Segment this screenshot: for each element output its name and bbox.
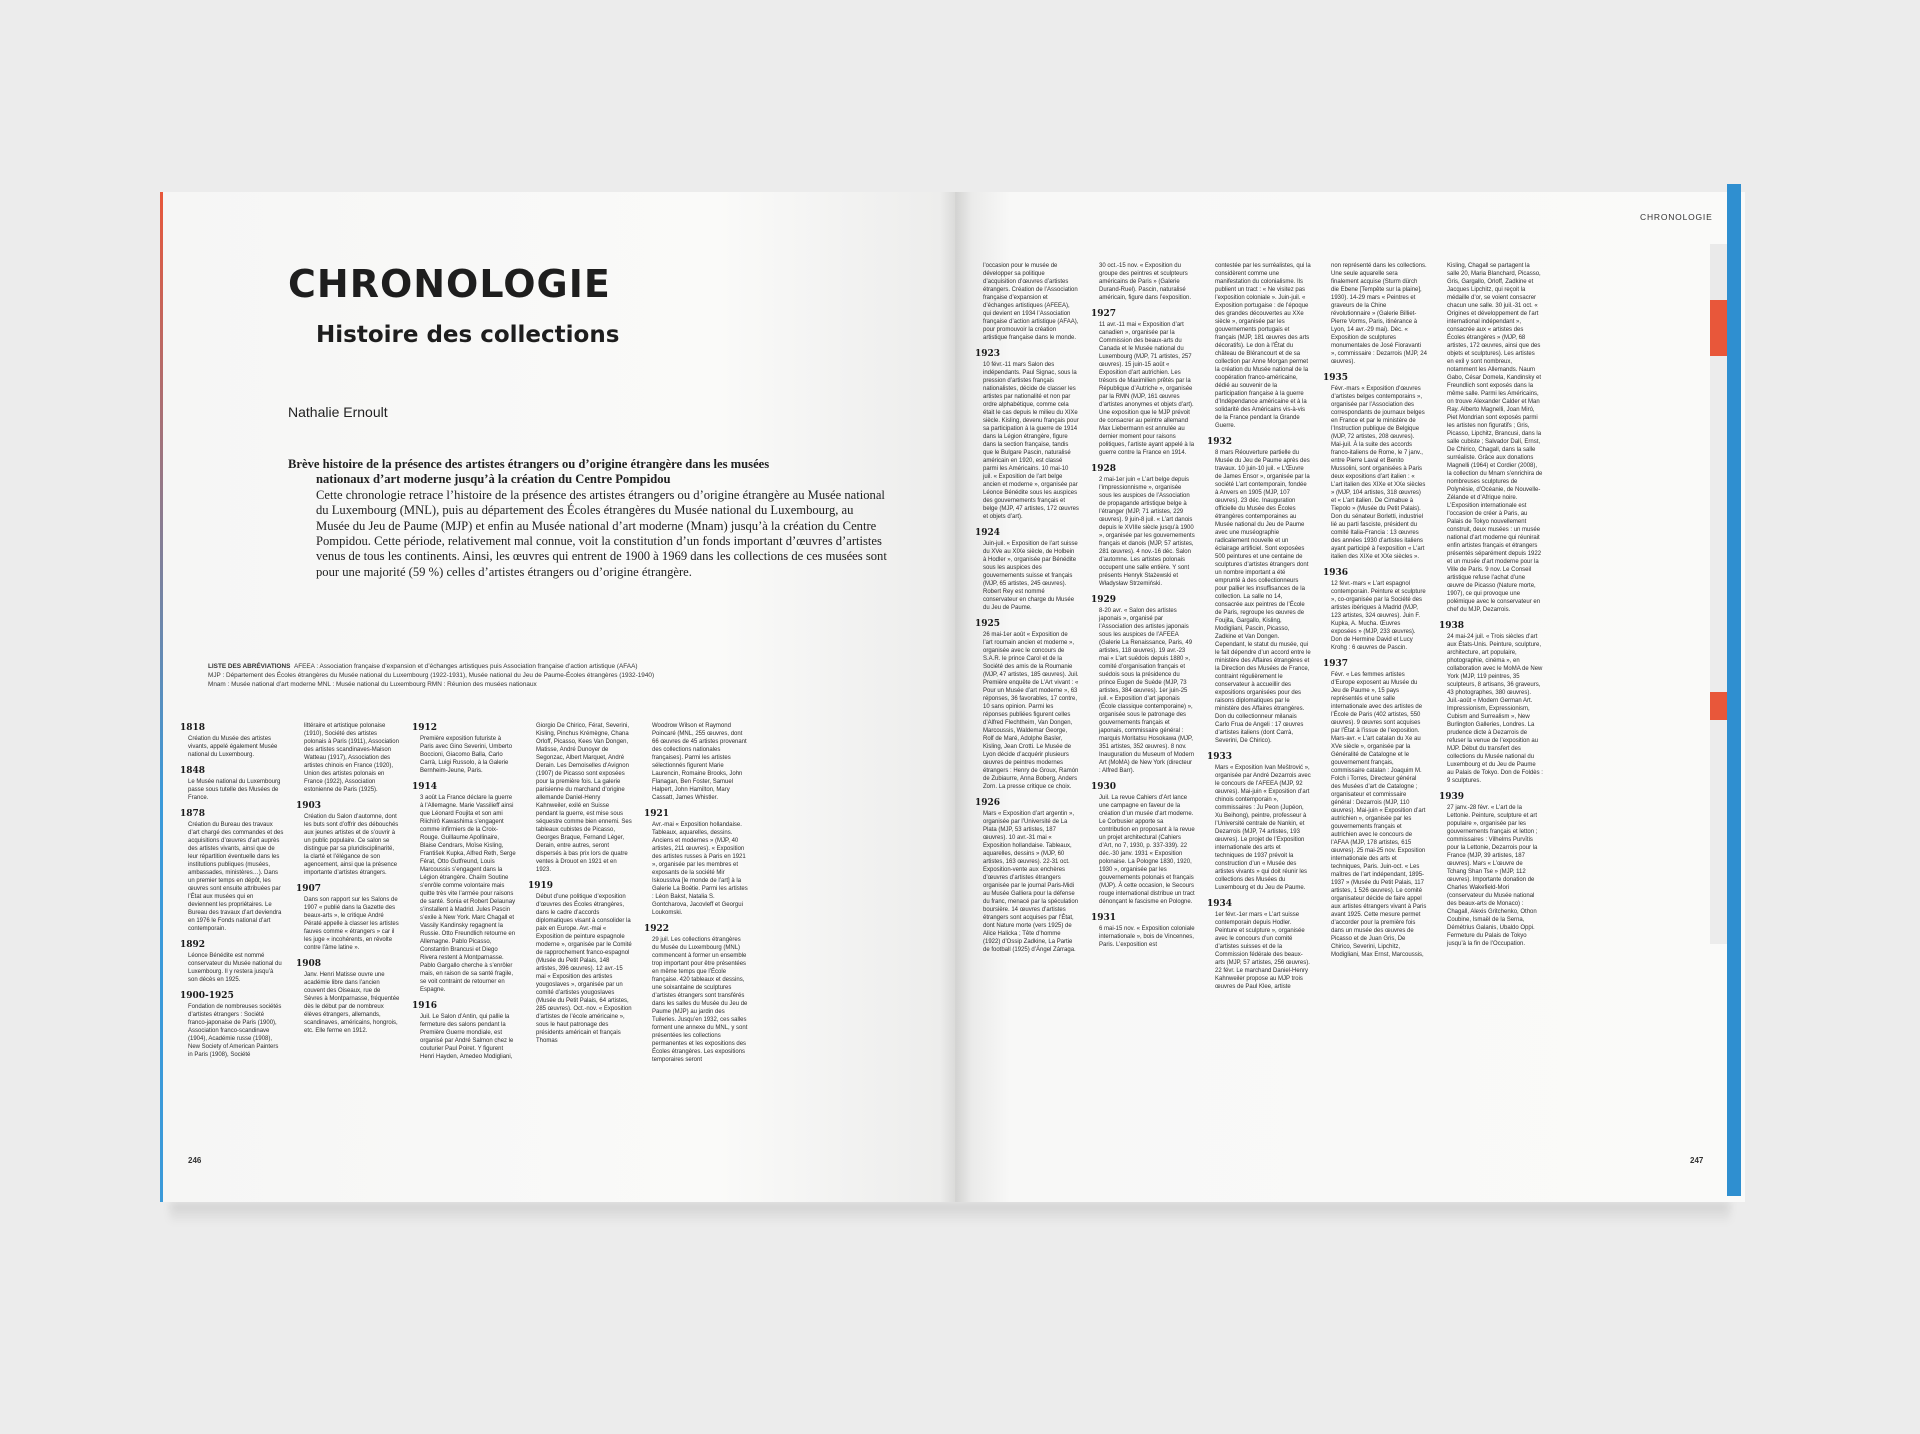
chrono-entry: Févr. « Les femmes artistes d’Europe exposent au Musée du Jeu de Paume », 15 pays représentés et une salle internationale avec des artistes de l’École de Paris (402 artistes, 550 œuvres). 9 œuvres sont acquises par l’État à l’issue de l’exposition. Mars-avr. « L’art catalan du Xe au XVe siècle », organisée par la Généralité de Catalogne et le gouvernement français, commissaire catalan : Joaquim M. Folch i Torres, Directeur général des Musées d’art de Catalogne ; organisateur et commissaire général : Dezarrois (MJP, 110 œuvres). Mai-juin « Exposition d’art autrichien », organisée par les gouvernements français et autrichien avec le concours de l’AFAA (MJP, 178 artistes, 615 œuvres). 25 mai-25 nov. Exposition internationale des arts et techniques, Paris. Juin-oct. « Les maîtres de l’art indépendant, 1895-1937 » (Musée du Petit Palais, 117 artistes, 1 526 œuvres). Le comité organisateur décide de faire appel aux artistes étrangers vivant à Paris avant 1925. Cette mesure permet d’accorder pour la première fois dans un musée des œuvres de Picasso et de Juan Gris, De Chirico, Severini, Lipchitz, Modigliani, Max Ernst, Marcoussis,	[1331, 672, 1427, 958]
abbrev-heading: LISTE DES ABRÉVIATIONS	[208, 663, 291, 670]
chrono-entry: 8 mars Réouverture partielle du Musée du Jeu de Paume après des travaux. 10 juin-10 juil. « L’Œuvre de James Ensor », organisée par la société L’art contemporain, fondée à Anvers en 1905 (MJP, 107 œuvres). 23 déc. Inauguration officielle du Musée des Écoles étrangères contemporaines au Musée national du Jeu de Paume avec une muséographie radicalement nouvelle et un éclairage artificiel. Sont exposées 500 peintures et une centaine de sculptures d’artistes étrangers dont un nombre important a été emprunté à des collectionneurs pour pallier les insuffisances de la collection. La salle no 14, consacrée aux peintres de l’École de Paris, regroupe les œuvres de Foujita, Gargallo, Kisling, Modigliani, Pascin, Picasso, Zadkine et Van Dongen. Cependant, le statut du musée, qui le fait dépendre d’un accord entre le ministère des Affaires étrangères et la Direction des Musées de France, contraint régulièrement le conservateur à accueillir des expositions organisées pour des raisons diplomatiques par le ministère des Affaires étrangères. Don du collectionneur milanais Carlo Frua de Angeli : 17 œuvres d’artistes italiens (dont Carrà, Severini, De Chirico).	[1215, 450, 1311, 744]
chrono-year: 1927	[1091, 309, 1117, 319]
chrono-entry: 24 mai-24 juil. « Trois siècles d’art aux États-Unis. Peinture, sculpture, architecture, art populaire, photographie, cinéma », en collaboration avec le MoMA de New York (MJP, 119 peintres, 35 sculpteurs, 8 artisans, 36 graveurs, 43 photographes, 380 œuvres). Juil.-août « Modern German Art. Impressionism, Expressionism, Cubism and Surrealism », New Burlington Galleries, Londres. La prudence dicte à Dezarrois de refuser la venue de l’exposition au MJP. Début du transfert des collections du Musée national du Luxembourg et du Jeu de Paume au Palais de Tokyo. Don de Foldès : 9 sculptures.	[1447, 634, 1543, 784]
chrono-entry: 8-20 avr. « Salon des artistes japonais », organisé par l’Association des artistes japonais sous les auspices de l’AFEEA (Galerie La Renaissance, Paris, 49 artistes, 118 œuvres). 19 avr.-23 mai « L’art suédois depuis 1880 », comité d’organisation français et suédois sous la présidence du prince Eugen de Suède (MJP, 73 artistes, 384 œuvres). 1er juin-25 juil. « Exposition d’art japonais (École classique contemporaine) », organisée sous le patronage des gouvernements français et japonais, commissaire général : marquis Moritatsu Hosokawa (MJP, 351 artistes, 352 œuvres). 8 nov. Inauguration du Museum of Modern Art (MoMA) de New York (directeur : Alfred Barr).	[1099, 608, 1195, 774]
chrono-entry: Juil. La revue Cahiers d’Art lance une campagne en faveur de la création d’un musée d’art moderne. Le Corbusier apporte sa contribution en proposant à la revue un projet architectural (Cahiers d’Art, no 7, 1930, p. 337-339). 22 déc.-30 janv. 1931 « Exposition polonaise. La Pologne 1830, 1920, 1930 », organisée par les gouvernements polonais et français (MJP). À cette occasion, le Secours rouge international distribue un tract dénonçant le fascisme en Pologne.	[1099, 795, 1195, 905]
chrono-entry: 26 mai-1er août « Exposition de l’art roumain ancien et moderne », organisée avec le concours de S.A.R. le prince Carol et de la Société des amis de la Roumanie (MJP, 47 artistes, 185 œuvres). Juil. Première enquête de L’Art vivant : « Pour un Musée d’art moderne », 63 réponses, 36 favorables, 17 contre, 10 sans opinion. Parmi les réponses publiées figurent celles d’Alfred Flechtheim, Van Dongen, Marcoussis, Waldemar George, Rolf de Maré, Adolphe Basler, Kisling, Jean Crotti. Le Musée de Lyon décide d’acquérir plusieurs œuvres de peintres modernes étrangers : Henry de Groux, Ramón de Zubiaurre, Anna Boberg, Anders Zorn. La presse critique ce choix.	[983, 632, 1079, 790]
chrono-entry: 30 oct.-15 nov. « Exposition du groupe des peintres et sculpteurs américains de Paris » (Galerie Durand-Ruel). Pascin, naturalisé américain, figure dans l’exposition.	[1099, 263, 1192, 301]
chrono-year: 1919	[528, 881, 554, 891]
chrono-column	[1323, 262, 1427, 959]
chrono-entry: Juin-juil. « Exposition de l’art suisse du XVe au XIXe siècle, de Holbein à Hodler », organisée par Bénédite sous les auspices des gouvernements suisse et français (MJP, 65 artistes, 245 œuvres). Robert Rey est nommé conservateur en charge du Musée du Jeu de Paume.	[983, 541, 1078, 611]
chrono-year: 1916	[412, 1001, 438, 1011]
intro-lead-rest: nationaux d’art moderne jusqu’à la création du Centre Pompidou	[316, 472, 671, 487]
chrono-entry: 27 janv.-28 févr. « L’art de la Lettonie. Peinture, sculpture et art populaire », organisée par les gouvernements français et letton ; commissaires : Vilhelms Purvītis pour la Lettonie, Dezarrois pour la France (MJP, 39 artistes, 187 œuvres). Mars « L’œuvre de Tchang Shan Tse » (MJP, 112 œuvres). Importante donation de Charles Wakefield-Mori (conservateur du Musée national des beaux-arts de Monaco) : Chagall, Alexis Gritchenko, Othon Coubine, Ismaël de la Serna, Démétrius Galanis, Ubaldo Oppi. Fermeture du Palais de Tokyo jusqu’à la fin de l’Occupation.	[1447, 805, 1538, 947]
book-spread	[160, 192, 1750, 1214]
chrono-entry: Juil. Le Salon d’Antin, qui pallie la fermeture des salons pendant la Première Guerre mondiale, est organisé par André Salmon chez le couturier Paul Poiret. Y figurent Henri Hayden, Amedeo Modigliani,	[420, 1014, 514, 1060]
chrono-entry: contestée par les surréalistes, qui la considèrent comme une manifestation du colonialisme. Ils publient un tract : « Ne visitez pas l’exposition coloniale ». Juin-juil. « Exposition portugaise : de l’époque des grandes découvertes au XXe siècle », organisée par les gouvernements portugais et français (MJP, 181 œuvres des arts décoratifs). Le don à l’État du château de Blérancourt et de sa collection par Anne Morgan permet la création du Musée national de la coopération franco-américaine, dédié au souvenir de la participation française à la guerre d’Indépendance américaine et à la solidarité des Américains vis-à-vis de la France pendant la Grande Guerre.	[1215, 263, 1311, 429]
right-chronology-columns	[975, 262, 1715, 990]
chrono-year: 1900-1925	[180, 991, 234, 1001]
chrono-year: 1925	[975, 619, 1001, 629]
page-title: CHRONOLOGIE	[288, 262, 611, 306]
abbrev-item: MJP : Département des Écoles étrangères du Musée national du Luxembourg (1922-1931), Musée national du Jeu de Paume-Écoles étrangères (1932-1940)	[208, 672, 655, 679]
chrono-entry: Avr.-mai « Exposition hollandaise. Tableaux, aquarelles, dessins. Anciens et modernes » (MJP, 40 artistes, 211 œuvres). « Exposition des artistes russes à Paris en 1921 », organisée par les membres et exposants de la société Mir Iskousstva [le monde de l’art] à la Galerie La Boétie. Parmi les artistes : Léon Bakst, Natalia S. Gontcharova, Jacovleff et Georgui Loukomski.	[652, 822, 748, 916]
left-page-color-edge	[160, 192, 163, 1202]
chrono-column	[1091, 262, 1195, 949]
chrono-year: 1921	[644, 809, 670, 819]
chrono-entry: Dans son rapport sur les Salons de 1907 « publié dans la Gazette des beaux-arts », le critique André Pératé appelle à classer les artistes fauves comme « étrangers » car il les juge « incohérents, en révolte contre l’âme latine ».	[304, 897, 399, 951]
chrono-year: 1903	[296, 801, 322, 811]
chrono-year: 1928	[1091, 464, 1117, 474]
chrono-year: 1924	[975, 528, 1001, 538]
chrono-year: 1934	[1207, 899, 1233, 909]
running-head: CHRONOLOGIE	[1640, 212, 1713, 222]
chrono-entry: Léonce Bénédite est nommé conservateur du Musée national du Luxembourg. Il y restera jusqu’à son décès en 1925.	[188, 953, 282, 983]
intro-paragraph	[288, 457, 888, 580]
chrono-year: 1926	[975, 798, 1001, 808]
chrono-year: 1908	[296, 959, 322, 969]
chrono-column	[180, 722, 284, 1059]
chrono-column	[644, 722, 748, 1064]
right-page	[955, 192, 1745, 1202]
chrono-year: 1929	[1091, 595, 1117, 605]
page-number-right: 247	[1690, 1156, 1704, 1165]
chrono-year: 1935	[1323, 373, 1349, 383]
chrono-entry: Fondation de nombreuses sociétés d’artistes étrangers : Société franco-japonaise de Paris (1900), Association franco-scandinave (1904), Académie russe (1908), New Society of American Painters in Paris (1908), Société	[188, 1004, 282, 1058]
chrono-entry: Création du Musée des artistes vivants, appelé également Musée national du Luxembourg.	[188, 736, 278, 758]
chrono-column	[1439, 262, 1543, 948]
chrono-year: 1936	[1323, 568, 1349, 578]
chrono-year: 1923	[975, 349, 1001, 359]
chrono-entry: Mars « Exposition Ivan Meštrović », organisée par André Dezarrois avec le concours de l’AFEEA (MJP, 92 œuvres). Mai-juin « Exposition d’art chinois contemporain », commissaires : Ju Peon (Jupéon, Xu Beihong), peintre, professeur à l’Université centrale de Nankin, et Dezarrois (MJP, 74 artistes, 193 œuvres). Le projet de l’Exposition internationale des arts et techniques de 1937 prévoit la construction d’un « Musée des artistes vivants » qui doit réunir les collections des Musées du Luxembourg et du Jeu de Paume.	[1215, 765, 1311, 891]
chrono-column	[296, 722, 400, 1035]
chrono-entry: Création du Salon d’automne, dont les buts sont d’offrir des débouchés aux jeunes artistes et de s’ouvrir à un public populaire. Ce salon se distingue par sa pluridisciplinarité, la clarté et l’élégance de son agencement, ainsi que la présence importante d’artistes étrangers.	[304, 814, 399, 876]
chrono-year: 1931	[1091, 913, 1117, 923]
chrono-entry: Kisling, Chagall se partagent la salle 20, Maria Blanchard, Picasso, Gris, Gargallo, Orloff, Zadkine et Jacques Lipchitz, qui reçoit la médaille d’or, se voient consacrer chacun une salle. 30 juil.-31 oct. « Origines et développement de l’art international indépendant », consacrée aux « artistes des Écoles étrangères » (MJP, 68 artistes, 172 œuvres, ainsi que des objets et sculptures). Les artistes en exil y sont nombreux, notamment les Allemands. Naum Gabo, César Domela, Kandinsky et Freundlich sont exposés dans la même salle. Parmi les Américains, on trouve Alexander Calder et Man Ray. Alberto Magnelli, Joan Miró, Piet Mondrian sont exposés parmi les artistes non figuratifs ; Gris, Picasso, Lipchitz, Brancusi, dans la salle cubiste ; Salvador Dalí, Ernst, De Chirico, Chagall, dans la salle surréaliste. Grâce aux donations Magnelli (1964) et Cordier (2008), la collection du Mnam s’enrichira de nombreuses sculptures de Polynésie, d’Océanie, de Nouvelle-Zélande et d’Afrique noire. L’Exposition internationale est l’occasion de créer à Paris, au Palais de Tokyo nouvellement construit, deux musées : un musée national d’art moderne qui réunirait enfin artistes français et étrangers présentés séparément depuis 1922 et un musée d’art moderne pour la Ville de Paris. 9 nov. Le Conseil artistique refuse l’achat d’une œuvre de Picasso (Nature morte, 1907), ce qui provoque une polémique avec le conservateur en chef du MJP, Dezarrois.	[1447, 263, 1543, 613]
page-number-left: 246	[188, 1156, 202, 1165]
abbreviations-list	[208, 662, 768, 689]
abbrev-item: Mnam : Musée national d’art moderne MNL : Musée national du Luxembourg RMN : Réunion des musées nationaux	[208, 681, 537, 688]
chrono-year: 1930	[1091, 782, 1117, 792]
chrono-year: 1922	[644, 924, 670, 934]
chrono-year: 1938	[1439, 621, 1465, 631]
chrono-entry: 2 mai-1er juin « L’art belge depuis l’impressionnisme », organisée sous les auspices de l’Association de propagande artistique belge à l’étranger (MJP, 71 artistes, 229 œuvres). 9 juin-8 juil. « L’art danois depuis le XVIIIe siècle jusqu’à 1900 », organisée par les gouvernements français et danois (MJP, 57 artistes, 281 œuvres). 4 nov.-16 déc. Salon d’automne. Les artistes polonais occupent une salle entière. Y sont présents Henryk Stażewski et Władysław Strzemiński.	[1099, 477, 1195, 587]
chrono-entry: 3 août La France déclare la guerre à l’Allemagne. Marie Vassilieff ainsi que Léonard Foujita et son ami Riichirô Kawashima s’engagent comme infirmiers de la Croix-Rouge. Guillaume Apollinaire, Blaise Cendrars, Moïse Kisling, František Kupka, Alfred Reth, Serge Férat, Otto Gutfreund, Louis Marcoussis s’engagent dans la Légion étrangère. Chaïm Soutine s’enrôle comme volontaire mais quitte très vite l’armée pour raisons de santé. Sonia et Robert Delaunay s’installent à Madrid. Jules Pascin s’exile à New York. Marc Chagall et Vassily Kandinsky regagnent la Russie. Otto Freundlich retourne en Allemagne. Pablo Picasso, Constantin Brancusi et Diego Rivera restent à Montparnasse. Pablo Gargallo cherche à s’enrôler mais, en raison de sa santé fragile, se voit contraint de retourner en Espagne.	[420, 795, 516, 993]
chrono-column	[1207, 262, 1311, 991]
chrono-entry: littéraire et artistique polonaise (1910), Société des artistes polonais à Paris (1911), Association des artistes scandinaves-Maison Watteau (1917), Association des artistes chinois en France (1920), Union des artistes polonais en France (1922), Association estonienne de Paris (1925).	[304, 723, 399, 793]
chrono-entry: Févr.-mars « Exposition d’œuvres d’artistes belges contemporains », organisée par l’Association des correspondants de journaux belges en France et par le ministère de l’Instruction publique de Belgique (MJP, 72 artistes, 208 œuvres). Mai-juil. À la suite des accords franco-italiens de Rome, le 7 janv., entre Pierre Laval et Benito Mussolini, sont organisées à Paris deux expositions d’art italien : « L’art italien des XIXe et XXe siècles » (MJP, 104 artistes, 318 œuvres) et « L’art italien. De Cimabue à Tiepolo » (Musée du Petit Palais). Don du sénateur Borletti, industriel lié au parti fasciste, président du comité Italia-Francia : 13 œuvres des années 1930 d’artistes italiens ayant participé à l’exposition « L’art italien des XIXe et XXe siècles ».	[1331, 386, 1426, 560]
page-edge-tabs	[1710, 244, 1728, 944]
chrono-year: 1914	[412, 782, 438, 792]
page-subtitle: Histoire des collections	[316, 322, 620, 348]
abbrev-item: AFEEA : Association française d’expansion et d’échanges artistiques puis Association française d’action artistique (AFAA)	[293, 663, 638, 670]
chrono-column	[412, 722, 516, 1061]
chrono-entry: Création du Bureau des travaux d’art chargé des commandes et des acquisitions d’œuvres d’art auprès des artistes vivants, ainsi que de leur répartition éventuelle dans les institutions publiques (musées, ambassades, ministères…). Dans un premier temps en dépôt, les œuvres sont ensuite attribuées par l’État aux musées qui en deviennent les propriétaires. Le Bureau des travaux d’art deviendra en 1976 le Fonds national d’art contemporain.	[188, 822, 284, 932]
intro-lead: Brève histoire de la présence des artistes étrangers ou d’origine étrangère dans les musées	[288, 457, 770, 471]
chrono-entry: 29 juil. Les collections étrangères du Musée du Luxembourg (MNL) commencent à former un ensemble trop important pour être présentées en même temps que l’École française. 420 tableaux et dessins, une soixantaine de sculptures d’artistes étrangers sont transférés dans les salles du Musée du Jeu de Paume (MJP) au jardin des Tuileries. Jusqu’en 1932, ces salles forment une annexe du MNL, y sont présentées les collections permanentes et les expositions des Écoles étrangères. Les expositions temporaires seront	[652, 937, 748, 1063]
chrono-entry: 12 févr.-mars « L’art espagnol contemporain. Peinture et sculpture », co-organisée par la Société des artistes ibériques à Madrid (MJP, 123 artistes, 324 œuvres). Juin F. Kupka, A. Mucha. Œuvres exposées » (MJP, 233 œuvres). Don de Hermine David et Lucy Krohg : 6 œuvres de Pascin.	[1331, 581, 1426, 651]
chrono-entry: 10 févr.-11 mars Salon des indépendants. Paul Signac, sous la pression d’artistes français nationalistes, décide de classer les artistes par nationalité et non par ordre alphabétique, comme cela était le cas depuis le milieu du XIXe siècle. Kisling, devenu français pour sa participation à la guerre de 1914 dans la Légion étrangère, figure dans la section française, tandis que le Bulgare Pascin, naturalisé américain en 1920, est classé parmi les Américains. 10 mai-10 juil. « Exposition de l’art belge ancien et moderne », organisée par Léonce Bénédite sous les auspices des gouvernements français et belge (MJP, 47 artistes, 172 œuvres et objets d’art).	[983, 362, 1079, 520]
chrono-entry: Première exposition futuriste à Paris avec Gino Severini, Umberto Boccioni, Giacomo Balla, Carlo Carrà, Luigi Russolo, à la Galerie Bernheim-Jeune, Paris.	[420, 736, 513, 774]
chrono-entry: 1er févr.-1er mars « L’art suisse contemporain depuis Hodler. Peinture et sculpture », organisée avec le concours d’un comité d’artistes suisses et de la Commission fédérale des beaux-arts (MJP, 57 artistes, 256 œuvres). 22 févr. Le marchand Daniel-Henry Kahnweiler propose au MJP trois œuvres de Paul Klee, artiste	[1215, 912, 1310, 990]
chrono-year: 1937	[1323, 659, 1349, 669]
chrono-entry: non représenté dans les collections. Une seule aquarelle sera finalement acquise (Sturm dürch die Ebene [Tempête sur la plaine], 1930). 14-29 mars « Peintres et graveurs de la Chine révolutionnaire » (Galerie Billiet-Pierre Vorms, Paris, itinérance à Lyon, 14 avr.-29 mai). Déc. « Exposition de sculptures monumentales de José Fioravanti », commissaire : Dezarrois (MJP, 24 œuvres).	[1331, 263, 1427, 365]
chrono-column	[975, 262, 1079, 954]
intro-body: Cette chronologie retrace l’histoire de la présence des artistes étrangers ou d’origine étrangère au Musée national du Luxembourg (MNL), puis au département des Écoles étrangères du Musée national du Luxembourg, au Musée du Jeu de Paume (MJP) et enfin au Musée national d’art moderne (Mnam) jusqu’à la création du Centre Pompidou. Cette période, relativement mal connue, voit la constitution d’un fonds important d’œuvres d’artistes venus de tous les continents. Ainsi, les œuvres qui entrent de 1900 à 1969 dans les collections de ces musées sont pour une majorité (59 %) celles d’artistes étrangers ou d’origine étrangère.	[316, 487, 887, 579]
chrono-entry: Début d’une politique d’exposition d’œuvres des Écoles étrangères, dans le cadre d’accords diplomatiques visant à consolider la paix en Europe. Avr.-mai « Exposition de peinture espagnole moderne », organisée par le Comité de rapprochement franco-espagnol (Musée du Petit Palais, 148 artistes, 396 œuvres). 12 avr.-15 mai « Exposition des artistes yougoslaves », organisée par un comité d’artistes yougoslaves (Musée du Petit Palais, 64 artistes, 285 œuvres). Oct.-nov. « Exposition d’artistes de l’école américaine », sous le haut patronage des présidents américain et français Thomas	[536, 894, 632, 1044]
chrono-year: 1939	[1439, 792, 1465, 802]
chrono-year: 1932	[1207, 437, 1233, 447]
chrono-entry: 11 avr.-11 mai « Exposition d’art canadien », organisée par la Commission des beaux-arts du Canada et le Musée national du Luxembourg (MJP, 71 artistes, 257 œuvres). 15 juin-15 août « Exposition d’art autrichien. Les trésors de Maximilien prêtés par la République d’Autriche », organisée par la RMN (MJP, 161 œuvres d’artistes anonymes et objets d’art). Une exposition que le MJP prévoit de consacrer au peintre allemand Max Liebermann est annulée au dernier moment pour raisons politiques, l’artiste ayant appelé à la guerre contre la France en 1914.	[1099, 322, 1195, 456]
chrono-entry: Le Musée national du Luxembourg passe sous tutelle des Musées de France.	[188, 779, 281, 801]
chrono-entry: Giorgio De Chirico, Férat, Severini, Kisling, Pinchus Krémègne, Chana Orloff, Picasso, Kees Van Dongen, Matisse, André Dunoyer de Segonzac, Albert Marquet, André Derain. Les Demoiselles d’Avignon (1907) de Picasso sont exposées pour la première fois. La galerie parisienne du marchand d’origine allemande Daniel-Henry Kahnweiler, exilé en Suisse pendant la guerre, est mise sous séquestre comme bien ennemi. Ses tableaux cubistes de Picasso, Georges Braque, Fernand Léger, Derain, entre autres, seront dispersés à bas prix lors de quatre ventes à Drouot en 1921 et en 1923.	[536, 723, 632, 873]
chrono-year: 1933	[1207, 752, 1233, 762]
chrono-year: 1878	[180, 809, 206, 819]
left-page	[160, 192, 955, 1202]
chrono-entry: Mars « Exposition d’art argentin », organisée par l’Université de La Plata (MJP, 53 artistes, 187 œuvres). 10 avr.-31 mai « Exposition hollandaise. Tableaux, aquarelles, dessins » (MJP, 60 artistes, 163 œuvres). 22-31 oct. Exposition-vente aux enchères d’œuvres d’artistes étrangers organisée par le journal Paris-Midi au Musée Galliera pour la défense du franc, menacé par la spéculation boursière. 14 œuvres d’artistes étrangers sont acquises par l’État, dont Nature morte (vers 1925) de Alice Halicka ; Tête d’homme (1922) d’Ossip Zadkine, La Partie de football (1925) d’Ángel Zárraga.	[983, 811, 1079, 953]
chrono-year: 1907	[296, 884, 322, 894]
left-chronology-columns	[180, 722, 920, 1182]
author-name: Nathalie Ernoult	[288, 404, 388, 420]
chrono-year: 1848	[180, 766, 206, 776]
chrono-year: 1912	[412, 723, 438, 733]
chrono-entry: l’occasion pour le musée de développer sa politique d’acquisition d’œuvres d’artistes étrangers. Création de l’Association française d’expansion et d’échanges artistiques (AFEEA), qui devient en 1934 l’Association française d’action artistique (AFAA), pour promouvoir la création artistique française dans le monde.	[983, 263, 1079, 341]
cover-edge-blue	[1727, 184, 1741, 1196]
chrono-entry: Woodrow Wilson et Raymond Poincaré (MNL, 255 œuvres, dont 66 œuvres de 45 artistes provenant des collections nationales françaises). Parmi les artistes sélectionnés figurent Marie Laurencin, Romaine Brooks, John Flanagan, Ben Foster, Samuel Halpert, John Hamilton, Mary Cassatt, James Whistler.	[652, 723, 747, 801]
chrono-year: 1892	[180, 940, 206, 950]
chrono-entry: Janv. Henri Matisse ouvre une académie libre dans l’ancien couvent des Oiseaux, rue de Sèvres à Montparnasse, fréquentée dès le début par de nombreux élèves étrangers, allemands, scandinaves, américains, hongrois, etc. Elle ferme en 1912.	[304, 972, 400, 1034]
chrono-entry: 6 mai-15 nov. « Exposition coloniale internationale », bois de Vincennes, Paris. L’exposition est	[1099, 926, 1195, 948]
chrono-column	[528, 722, 632, 1045]
chrono-year: 1818	[180, 723, 206, 733]
